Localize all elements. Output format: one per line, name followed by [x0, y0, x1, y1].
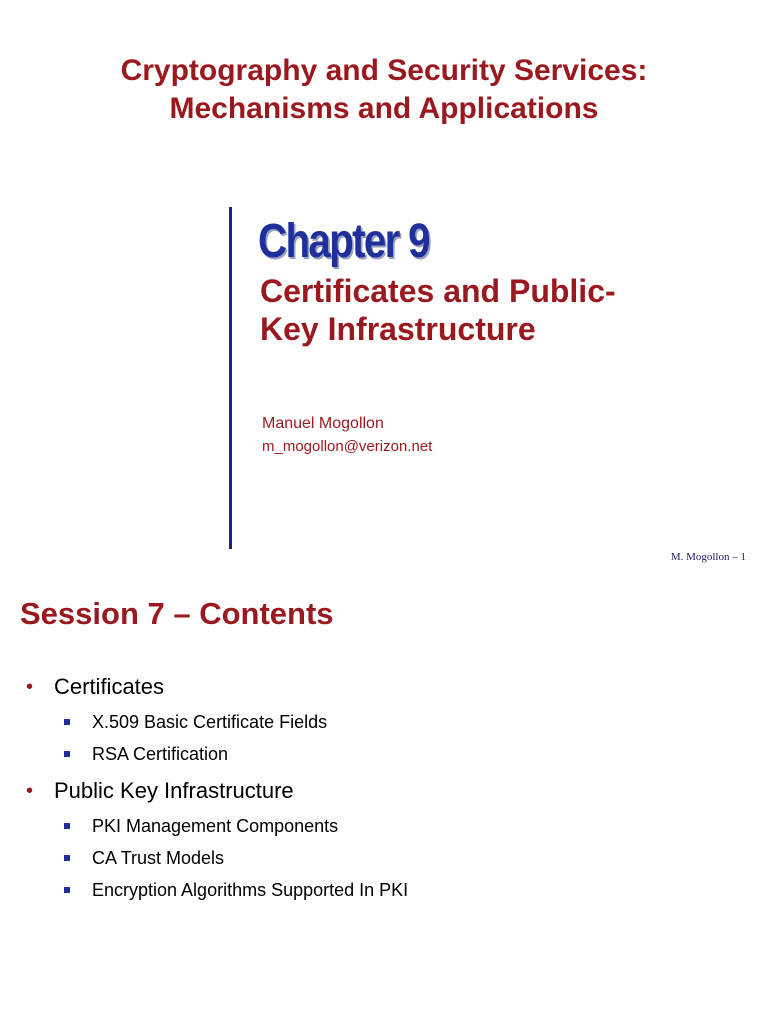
contents-item-label: Public Key Infrastructure [54, 778, 294, 803]
sub-item [54, 738, 746, 770]
sub-item-label: CA Trust Models [92, 848, 225, 868]
chapter-title-line-2: Key Infrastructure [260, 311, 536, 347]
sub-item-label: Encryption Algorithms Supported In PKI [92, 880, 409, 900]
author-name: Manuel Mogollon [262, 415, 384, 432]
bullet-icon: • [26, 676, 34, 698]
sub-list [54, 810, 746, 906]
sub-item-label: RSA Certification [92, 744, 229, 764]
square-bullet-icon [64, 855, 70, 861]
contents-slide [0, 580, 768, 1024]
sub-list [54, 706, 746, 770]
session-title: Session 7 – Contents [20, 596, 334, 631]
chapter-title-line-1: Certificates and Public- [260, 273, 616, 309]
bullet-icon: • [26, 780, 34, 802]
vertical-divider [229, 207, 232, 549]
deck-title-line-2: Mechanisms and Applications [169, 92, 599, 125]
contents-item-label: Certificates [54, 674, 165, 699]
sub-item [54, 810, 746, 842]
chapter-number: Chapter 9 [258, 215, 429, 268]
sub-item [54, 706, 746, 738]
sub-item-label: X.509 Basic Certificate Fields [92, 712, 328, 732]
square-bullet-icon [64, 887, 70, 893]
deck-title [0, 52, 768, 128]
deck-title-line-1: Cryptography and Security Services: [120, 54, 648, 87]
author-email: m_mogollon@verizon.net [262, 438, 433, 455]
contents-list [26, 672, 746, 912]
square-bullet-icon [64, 823, 70, 829]
sub-item [54, 842, 746, 874]
contents-item-certificates [26, 672, 746, 770]
sub-item [54, 874, 746, 906]
chapter-title [260, 272, 616, 348]
square-bullet-icon [64, 751, 70, 757]
sub-item-label: PKI Management Components [92, 816, 339, 836]
slide-number: M. Mogollon – 1 [670, 551, 746, 563]
square-bullet-icon [64, 719, 70, 725]
contents-item-pki [26, 776, 746, 906]
